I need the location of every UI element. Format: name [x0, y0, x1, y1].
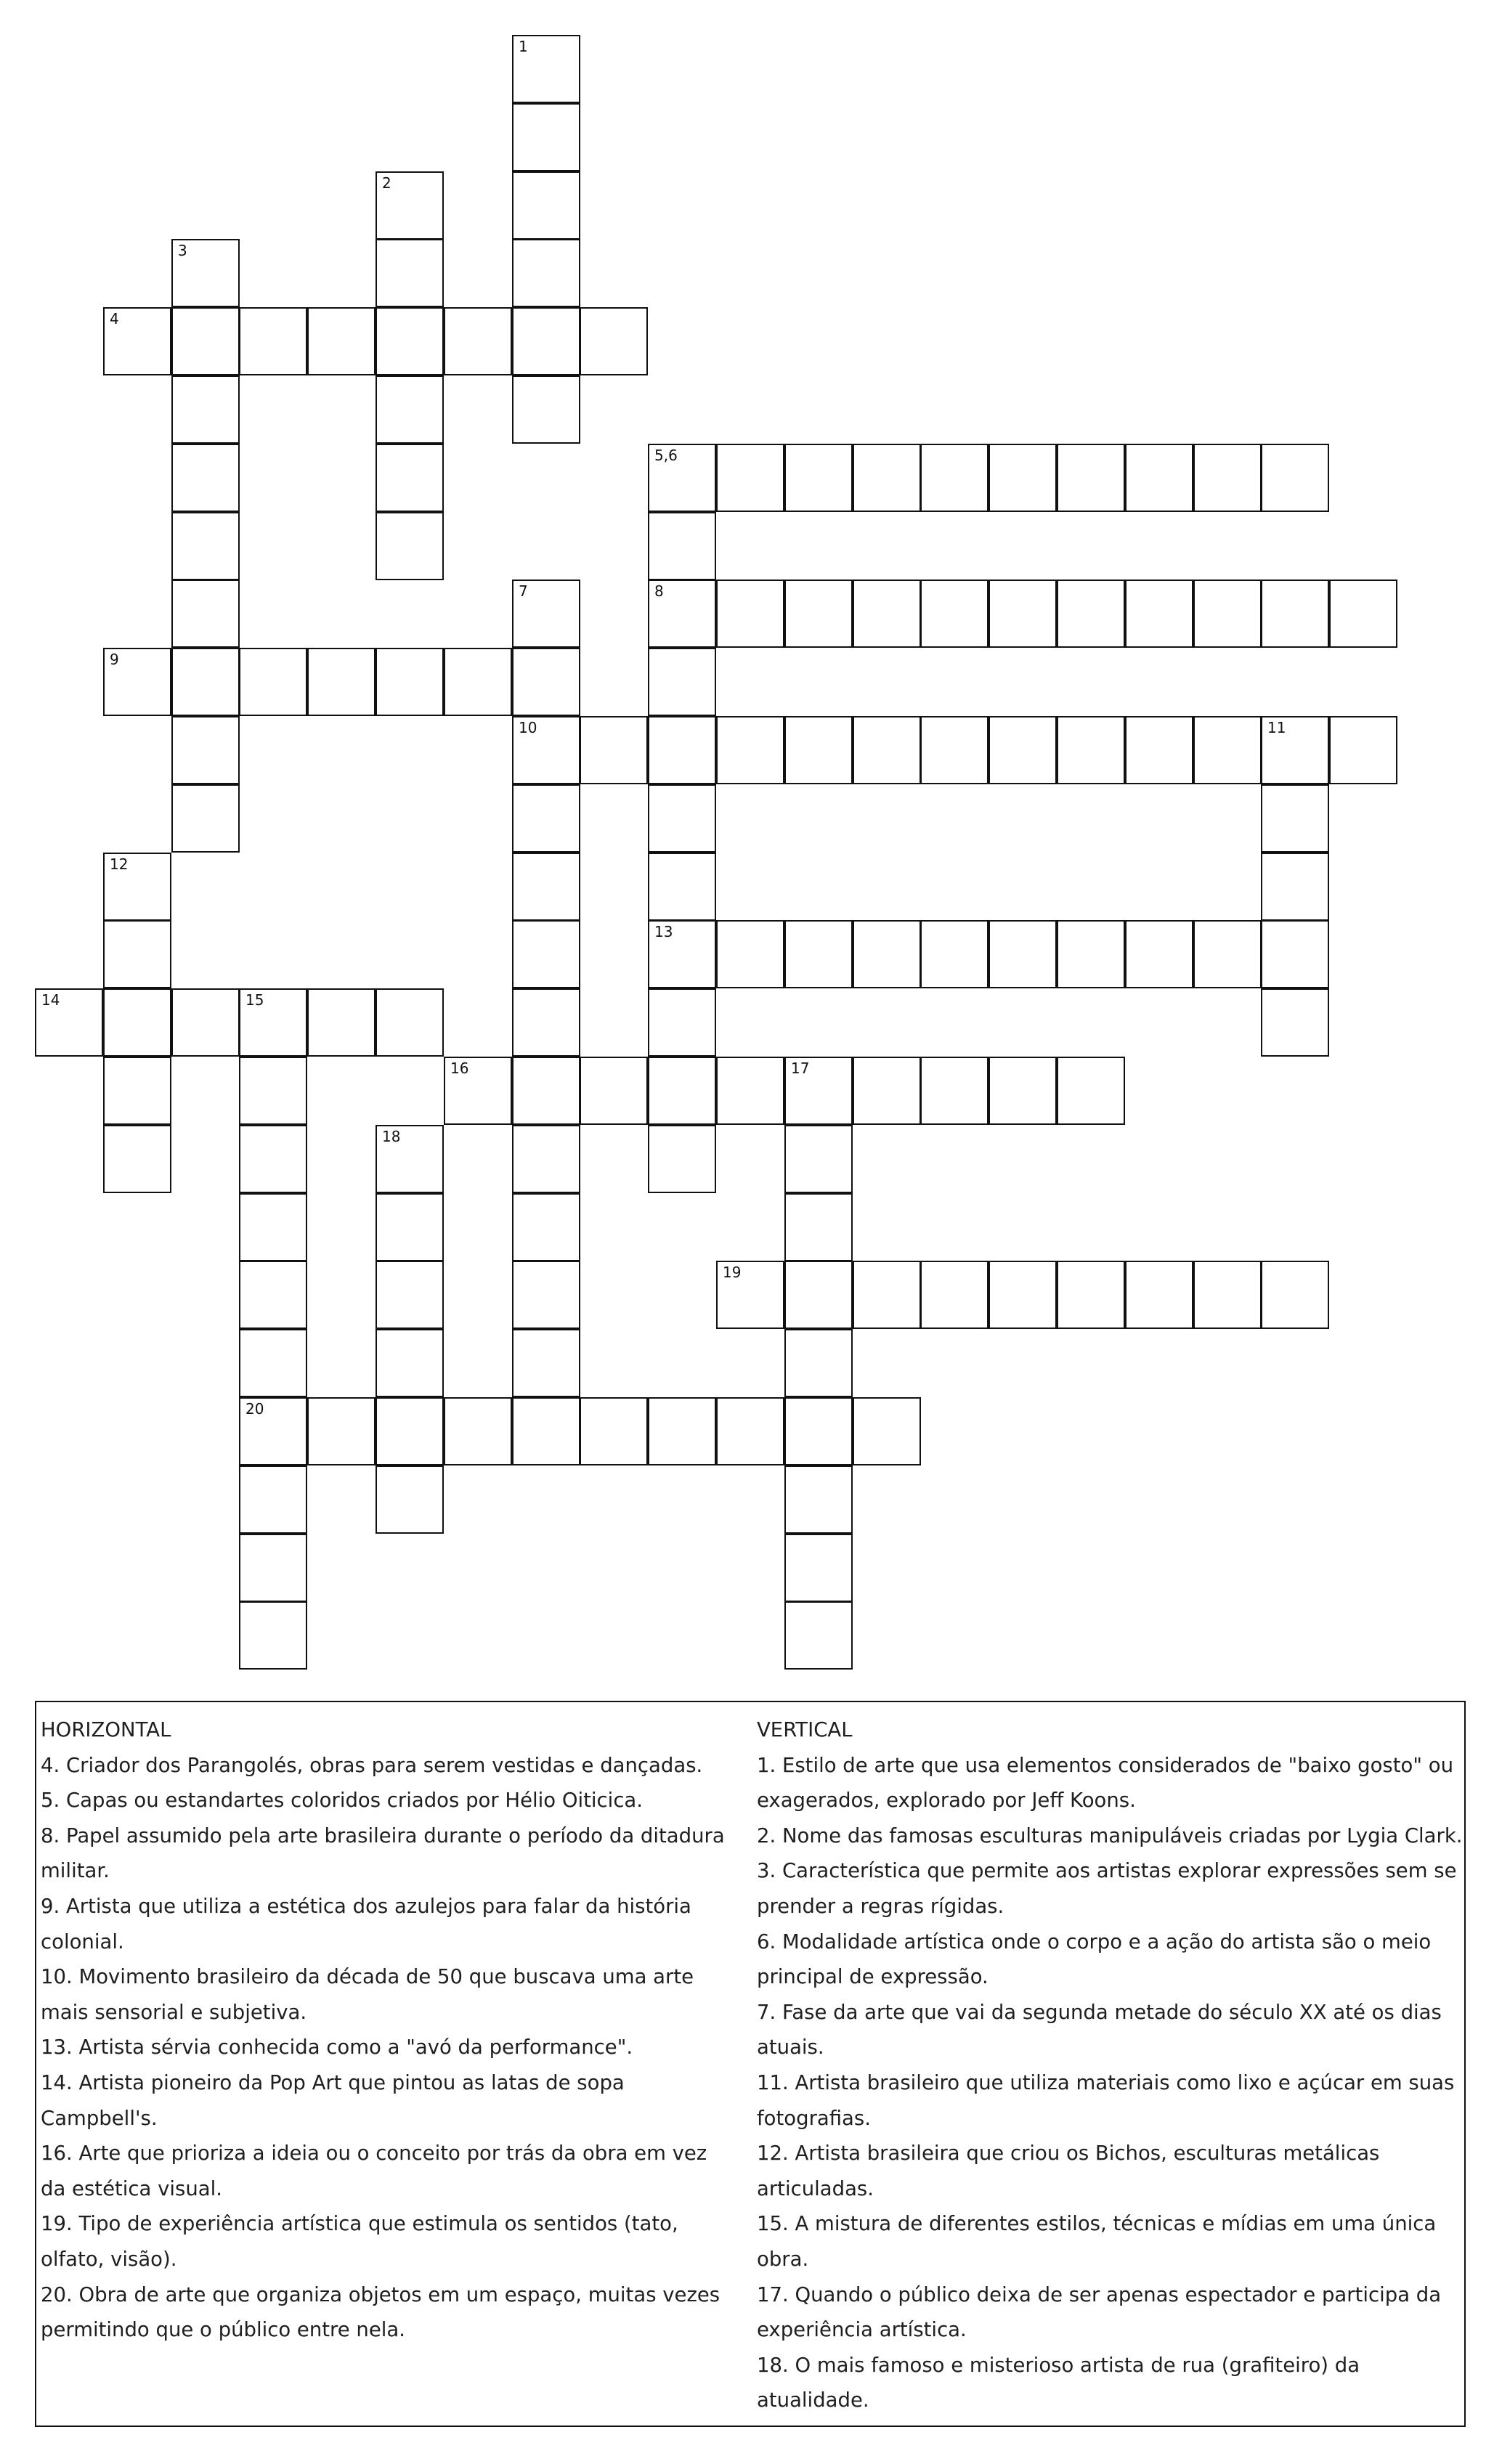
- grid-cell[interactable]: [376, 444, 444, 512]
- cell-number: 16: [450, 1060, 469, 1077]
- grid-cell[interactable]: [920, 580, 989, 648]
- grid-cell[interactable]: [920, 716, 989, 784]
- grid-cell[interactable]: [171, 512, 240, 580]
- grid-cell[interactable]: [239, 1329, 307, 1397]
- cell-number: 15: [245, 991, 264, 1009]
- grid-cell[interactable]: [580, 1397, 648, 1465]
- grid-cell[interactable]: [239, 1534, 307, 1602]
- grid-cell[interactable]: [1193, 716, 1262, 784]
- grid-cell[interactable]: [784, 1601, 853, 1670]
- grid-cell[interactable]: [512, 1193, 580, 1261]
- grid-cell[interactable]: [1193, 1261, 1262, 1329]
- cell-number: 19: [723, 1264, 742, 1281]
- grid-cell[interactable]: [1261, 920, 1329, 988]
- grid-cell[interactable]: [512, 988, 580, 1057]
- clue-horizontal-14: 14. Artista pioneiro da Pop Art que pintou as latas de sopa Campbell's.: [41, 2070, 625, 2130]
- grid-cell[interactable]: [1057, 444, 1125, 512]
- cell-number: 10: [519, 719, 537, 736]
- grid-cell[interactable]: [307, 648, 376, 716]
- grid-cell[interactable]: [853, 1057, 921, 1125]
- grid-cell[interactable]: [853, 444, 921, 512]
- clue-vertical-2: 2. Nome das famosas esculturas manipuláveis criadas por Lygia Clark.: [757, 1823, 1463, 1847]
- grid-cell[interactable]: [1329, 716, 1397, 784]
- grid-cell-15[interactable]: [239, 988, 307, 1057]
- cell-number: 5,6: [654, 447, 678, 464]
- cell-number: 20: [245, 1400, 264, 1418]
- grid-cell[interactable]: [1261, 853, 1329, 921]
- grid-cell-8[interactable]: [648, 580, 716, 648]
- grid-cell-3[interactable]: [171, 239, 240, 307]
- grid-cell[interactable]: [103, 920, 171, 988]
- clue-horizontal-16: 16. Arte que prioriza a ideia ou o conceito por trás da obra em vez da estética visual.: [41, 2142, 707, 2200]
- clue-horizontal-20: 20. Obra de arte que organiza objetos em um espaço, muitas vezes permitindo que o público entre nela.: [41, 2282, 720, 2342]
- grid-cell[interactable]: [512, 103, 580, 171]
- grid-cell[interactable]: [1125, 580, 1193, 648]
- grid-cell[interactable]: [853, 1397, 921, 1465]
- cell-number: 2: [382, 174, 391, 192]
- grid-cell[interactable]: [853, 580, 921, 648]
- grid-cell[interactable]: [512, 853, 580, 921]
- grid-cell[interactable]: [648, 1057, 716, 1125]
- grid-cell[interactable]: [512, 239, 580, 307]
- clue-vertical-17: 17. Quando o público deixa de ser apenas espectador e participa da experiência artística.: [757, 2282, 1442, 2342]
- cell-number: 14: [41, 991, 60, 1009]
- cell-number: 13: [654, 923, 673, 940]
- grid-cell[interactable]: [1125, 716, 1193, 784]
- grid-cell[interactable]: [376, 1193, 444, 1261]
- grid-cell[interactable]: [376, 1465, 444, 1534]
- grid-cell[interactable]: [239, 1057, 307, 1125]
- grid-cell-10[interactable]: [512, 716, 580, 784]
- clue-vertical-6: 6. Modalidade artística onde o corpo e a ação do artista são o meio principal de expressão.: [757, 1930, 1432, 1989]
- grid-cell-20[interactable]: [239, 1397, 307, 1465]
- grid-cell[interactable]: [989, 1261, 1057, 1329]
- grid-cell[interactable]: [853, 1261, 921, 1329]
- grid-cell[interactable]: [512, 1397, 580, 1465]
- grid-cell[interactable]: [1261, 784, 1329, 853]
- grid-cell[interactable]: [376, 375, 444, 444]
- grid-cell[interactable]: [784, 920, 853, 988]
- clue-horizontal-4: 4. Criador dos Parangolés, obras para serem vestidas e dançadas.: [41, 1753, 703, 1777]
- grid-cell-16[interactable]: [444, 1057, 512, 1125]
- grid-cell[interactable]: [1193, 444, 1262, 512]
- grid-cell-2[interactable]: [376, 171, 444, 240]
- grid-cell[interactable]: [171, 716, 240, 784]
- grid-cell[interactable]: [239, 1261, 307, 1329]
- grid-cell[interactable]: [716, 716, 784, 784]
- grid-cell[interactable]: [512, 1125, 580, 1193]
- grid-cell[interactable]: [784, 1329, 853, 1397]
- grid-cell[interactable]: [376, 512, 444, 580]
- grid-cell[interactable]: [1261, 988, 1329, 1057]
- grid-cell[interactable]: [784, 1125, 853, 1193]
- grid-cell[interactable]: [171, 375, 240, 444]
- grid-cell[interactable]: [716, 1057, 784, 1125]
- grid-cell[interactable]: [716, 1397, 784, 1465]
- grid-cell[interactable]: [989, 716, 1057, 784]
- grid-cell[interactable]: [444, 648, 512, 716]
- grid-cell[interactable]: [920, 1057, 989, 1125]
- grid-cell[interactable]: [376, 239, 444, 307]
- grid-cell[interactable]: [648, 853, 716, 921]
- grid-cell[interactable]: [1057, 920, 1125, 988]
- grid-cell[interactable]: [989, 444, 1057, 512]
- clue-vertical-11: 11. Artista brasileiro que utiliza materiais como lixo e açúcar em suas fotografias.: [757, 2070, 1455, 2130]
- cell-number: 11: [1267, 719, 1286, 736]
- grid-cell[interactable]: [1057, 716, 1125, 784]
- grid-cell-18[interactable]: [376, 1125, 444, 1193]
- grid-cell[interactable]: [512, 375, 580, 444]
- grid-cell[interactable]: [512, 1261, 580, 1329]
- grid-cell[interactable]: [1261, 444, 1329, 512]
- grid-cell[interactable]: [103, 988, 171, 1057]
- grid-cell[interactable]: [648, 988, 716, 1057]
- grid-cell[interactable]: [1125, 920, 1193, 988]
- horizontal-clues-column: [41, 1712, 731, 2348]
- cell-number: 3: [178, 242, 187, 259]
- clue-vertical-7: 7. Fase da arte que vai da segunda metade do século XX até os dias atuais.: [757, 2000, 1442, 2060]
- grid-cell-7[interactable]: [512, 580, 580, 648]
- grid-cell[interactable]: [648, 716, 716, 784]
- grid-cell[interactable]: [444, 1397, 512, 1465]
- horizontal-heading: HORIZONTAL: [41, 1718, 171, 1741]
- cell-number: 17: [791, 1060, 810, 1077]
- grid-cell[interactable]: [784, 1534, 853, 1602]
- grid-cell[interactable]: [376, 307, 444, 375]
- grid-cell[interactable]: [1125, 444, 1193, 512]
- grid-cell-1[interactable]: [512, 35, 580, 103]
- grid-cell[interactable]: [376, 1261, 444, 1329]
- clue-horizontal-13: 13. Artista sérvia conhecida como a "avó da performance".: [41, 2036, 633, 2060]
- grid-cell[interactable]: [784, 580, 853, 648]
- grid-cell[interactable]: [171, 580, 240, 648]
- grid-cell[interactable]: [239, 1601, 307, 1670]
- clues-panel: [35, 1701, 1466, 2427]
- grid-cell[interactable]: [512, 648, 580, 716]
- clue-vertical-12: 12. Artista brasileira que criou os Bichos, esculturas metálicas articuladas.: [757, 2142, 1380, 2200]
- grid-cell[interactable]: [1261, 580, 1329, 648]
- grid-cell[interactable]: [376, 1329, 444, 1397]
- grid-cell[interactable]: [1193, 920, 1262, 988]
- grid-cell[interactable]: [989, 1057, 1057, 1125]
- clue-horizontal-8: 8. Papel assumido pela arte brasileira durante o período da ditadura militar.: [41, 1823, 725, 1883]
- grid-cell[interactable]: [512, 1329, 580, 1397]
- grid-cell[interactable]: [1261, 1261, 1329, 1329]
- grid-cell[interactable]: [580, 307, 648, 375]
- grid-cell[interactable]: [1193, 580, 1262, 648]
- grid-cell[interactable]: [648, 1125, 716, 1193]
- grid-cell[interactable]: [920, 920, 989, 988]
- grid-cell[interactable]: [716, 580, 784, 648]
- grid-cell[interactable]: [376, 988, 444, 1057]
- grid-cell-14[interactable]: [35, 988, 103, 1057]
- vertical-clues-column: [757, 1712, 1463, 2418]
- cell-number: 1: [519, 38, 528, 55]
- grid-cell-5-6[interactable]: [648, 444, 716, 512]
- grid-cell[interactable]: [512, 171, 580, 240]
- cell-number: 8: [654, 582, 664, 600]
- grid-cell[interactable]: [444, 307, 512, 375]
- grid-cell-4[interactable]: [103, 307, 171, 375]
- grid-cell[interactable]: [171, 307, 240, 375]
- grid-cell[interactable]: [376, 1397, 444, 1465]
- grid-cell[interactable]: [648, 1397, 716, 1465]
- grid-cell[interactable]: [853, 920, 921, 988]
- grid-cell[interactable]: [307, 307, 376, 375]
- clue-horizontal-10: 10. Movimento brasileiro da década de 50 que buscava uma arte mais sensorial e subjetiva.: [41, 1965, 694, 2024]
- grid-cell[interactable]: [171, 648, 240, 716]
- cell-number: 7: [519, 582, 528, 600]
- grid-cell[interactable]: [103, 1057, 171, 1125]
- grid-cell[interactable]: [171, 988, 240, 1057]
- grid-cell[interactable]: [716, 444, 784, 512]
- grid-cell[interactable]: [1057, 1057, 1125, 1125]
- grid-cell[interactable]: [307, 1397, 376, 1465]
- cell-number: 4: [110, 310, 119, 328]
- grid-cell[interactable]: [920, 1261, 989, 1329]
- grid-cell[interactable]: [784, 1261, 853, 1329]
- clue-vertical-18: 18. O mais famoso e misterioso artista de rua (grafiteiro) da atualidade.: [757, 2353, 1360, 2412]
- clue-horizontal-5: 5. Capas ou estandartes coloridos criados por Hélio Oiticica.: [41, 1789, 644, 1813]
- grid-cell[interactable]: [580, 1057, 648, 1125]
- grid-cell[interactable]: [1057, 580, 1125, 648]
- grid-cell[interactable]: [512, 784, 580, 853]
- grid-cell[interactable]: [853, 716, 921, 784]
- grid-cell[interactable]: [716, 920, 784, 988]
- grid-cell[interactable]: [920, 444, 989, 512]
- grid-cell[interactable]: [580, 716, 648, 784]
- grid-cell[interactable]: [784, 1193, 853, 1261]
- grid-cell[interactable]: [648, 648, 716, 716]
- cell-number: 12: [110, 855, 129, 873]
- cell-number: 9: [110, 651, 119, 668]
- clue-horizontal-9: 9. Artista que utiliza a estética dos azulejos para falar da história colonial.: [41, 1894, 691, 1953]
- grid-cell[interactable]: [784, 444, 853, 512]
- grid-cell[interactable]: [512, 307, 580, 375]
- clue-vertical-3: 3. Característica que permite aos artistas explorar expressões sem se prender a regras rígidas.: [757, 1859, 1457, 1918]
- grid-cell-19[interactable]: [716, 1261, 784, 1329]
- grid-cell[interactable]: [989, 920, 1057, 988]
- grid-cell[interactable]: [1057, 1261, 1125, 1329]
- clue-vertical-15: 15. A mistura de diferentes estilos, técnicas e mídias em uma única obra.: [757, 2212, 1437, 2271]
- grid-cell-12[interactable]: [103, 853, 171, 921]
- vertical-heading: VERTICAL: [757, 1718, 853, 1741]
- grid-cell-11[interactable]: [1261, 716, 1329, 784]
- grid-cell[interactable]: [239, 307, 307, 375]
- cell-number: 18: [382, 1128, 401, 1145]
- grid-cell[interactable]: [648, 512, 716, 580]
- grid-cell[interactable]: [171, 784, 240, 853]
- grid-cell-13[interactable]: [648, 920, 716, 988]
- grid-cell-17[interactable]: [784, 1057, 853, 1125]
- grid-cell[interactable]: [784, 1465, 853, 1534]
- grid-cell[interactable]: [784, 716, 853, 784]
- grid-cell[interactable]: [103, 1125, 171, 1193]
- grid-cell[interactable]: [512, 920, 580, 988]
- grid-cell[interactable]: [171, 444, 240, 512]
- grid-cell[interactable]: [239, 1125, 307, 1193]
- clue-horizontal-19: 19. Tipo de experiência artística que estimula os sentidos (tato, olfato, visão).: [41, 2212, 678, 2271]
- grid-cell[interactable]: [307, 988, 376, 1057]
- grid-cell[interactable]: [239, 1193, 307, 1261]
- grid-cell[interactable]: [648, 784, 716, 853]
- grid-cell[interactable]: [1329, 580, 1397, 648]
- grid-cell[interactable]: [376, 648, 444, 716]
- grid-cell[interactable]: [512, 1057, 580, 1125]
- grid-cell[interactable]: [239, 648, 307, 716]
- grid-cell[interactable]: [989, 580, 1057, 648]
- grid-cell[interactable]: [239, 1465, 307, 1534]
- clue-vertical-1: 1. Estilo de arte que usa elementos considerados de "baixo gosto" ou exagerados, explorado por Jeff Koons.: [757, 1753, 1454, 1813]
- grid-cell-9[interactable]: [103, 648, 171, 716]
- grid-cell[interactable]: [1125, 1261, 1193, 1329]
- grid-cell[interactable]: [784, 1397, 853, 1465]
